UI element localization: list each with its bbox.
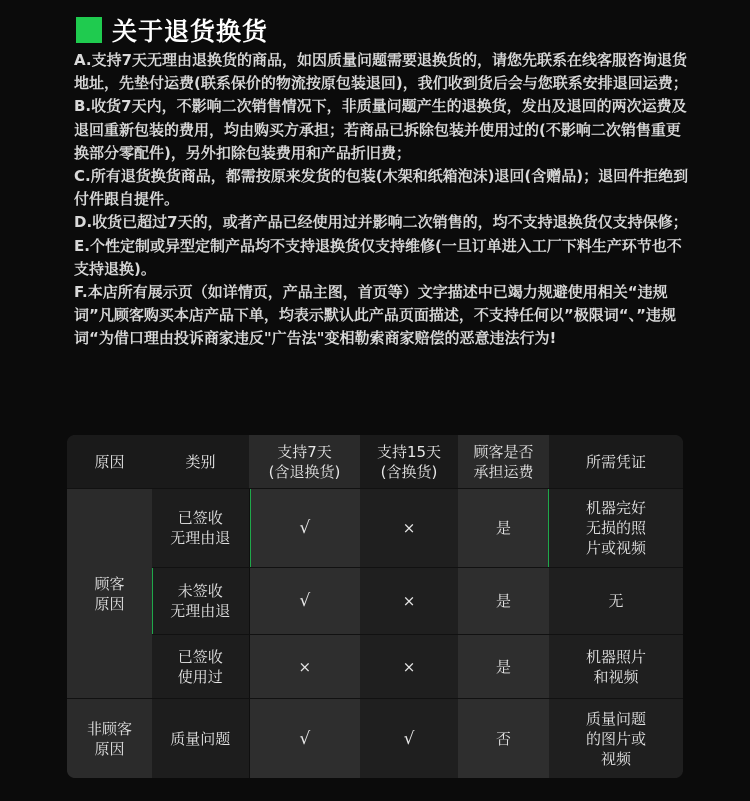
rule-c: C.所有退货换货商品，都需按原来发货的包装(木架和纸箱泡沫)退回(含赠品)；退回件拒绝到付件跟自提件。 [74,167,689,209]
rules-text [74,49,694,351]
header-support-7-days: 支持7天 (含退换货) [249,435,360,489]
table-row [67,635,683,699]
rule-d: D.收货已超过7天的，或者产品已经使用过并影响二次销售的，均不支持退换货仅支持保修； [74,213,688,232]
row-shipping: 是 [458,635,549,699]
row-proof: 机器完好 无损的照 片或视频 [549,489,683,568]
table-row [67,699,683,779]
table-header-row [67,435,683,489]
rule-b: B.收货7天内，不影响二次销售情况下，非质量问题产生的退换货，发出及退回的两次运费及退回重新包装的费用，均由购买方承担；若商品已拆除包装并使用过的(不影响二次销售重更换部分零配件)，另外扣除包装费用和产品折旧费； [74,97,687,162]
header-proof: 所需凭证 [549,435,683,489]
row-shipping: 否 [458,699,549,779]
table-row [67,489,683,568]
green-square-icon [76,17,102,43]
row-category: 已签收 无理由退 [152,489,249,568]
row-support-15: √ [360,699,458,779]
row-support-7: √ [249,489,360,568]
row-support-15: × [360,489,458,568]
header-category: 类别 [152,435,249,489]
row-support-15: × [360,635,458,699]
row-support-7: √ [249,699,360,779]
row-proof: 质量问题 的图片或 视频 [549,699,683,779]
group-customer-reason: 顾客 原因 [67,489,152,699]
rule-a: A.支持7天无理由退换货的商品，如因质量问题需要退换货的，请您先联系在线客服咨询退货地址，先垫付运费(联系保价的物流按原包装退回)，我们收到货后会与您联系安排退回运费； [74,51,688,93]
rule-e: E.个性定制或异型定制产品均不支持退换货仅支持维修(一旦订单进入工厂下料生产环节也不支持退换)。 [74,236,682,278]
row-shipping: 是 [458,489,549,568]
row-support-7: √ [249,568,360,635]
group-non-customer-reason: 非顾客 原因 [67,699,152,779]
header-reason: 原因 [67,435,152,489]
table-row [67,568,683,635]
return-policy-table [67,435,683,778]
section-header [76,12,268,48]
header-support-15-days: 支持15天 (含换货) [360,435,458,489]
row-support-15: × [360,568,458,635]
row-proof: 无 [549,568,683,635]
section-title: 关于退货换货 [112,17,269,46]
rule-f: F.本店所有展示页（如详情页，产品主图，首页等）文字描述中已竭力规避使用相关“违规词”凡顾客购买本店产品下单，均表示默认此产品页面描述，不支持任何以”极限词“、”违规词“为借口理由投诉商家违反"广告法"变相勒索商家赔偿的恶意违法行为! [74,283,676,348]
row-support-7: × [249,635,360,699]
row-shipping: 是 [458,568,549,635]
row-category: 已签收 使用过 [152,635,249,699]
row-category: 质量问题 [152,699,249,779]
header-shipping-cost: 顾客是否 承担运费 [458,435,549,489]
row-category: 未签收 无理由退 [152,568,249,635]
row-proof: 机器照片 和视频 [549,635,683,699]
